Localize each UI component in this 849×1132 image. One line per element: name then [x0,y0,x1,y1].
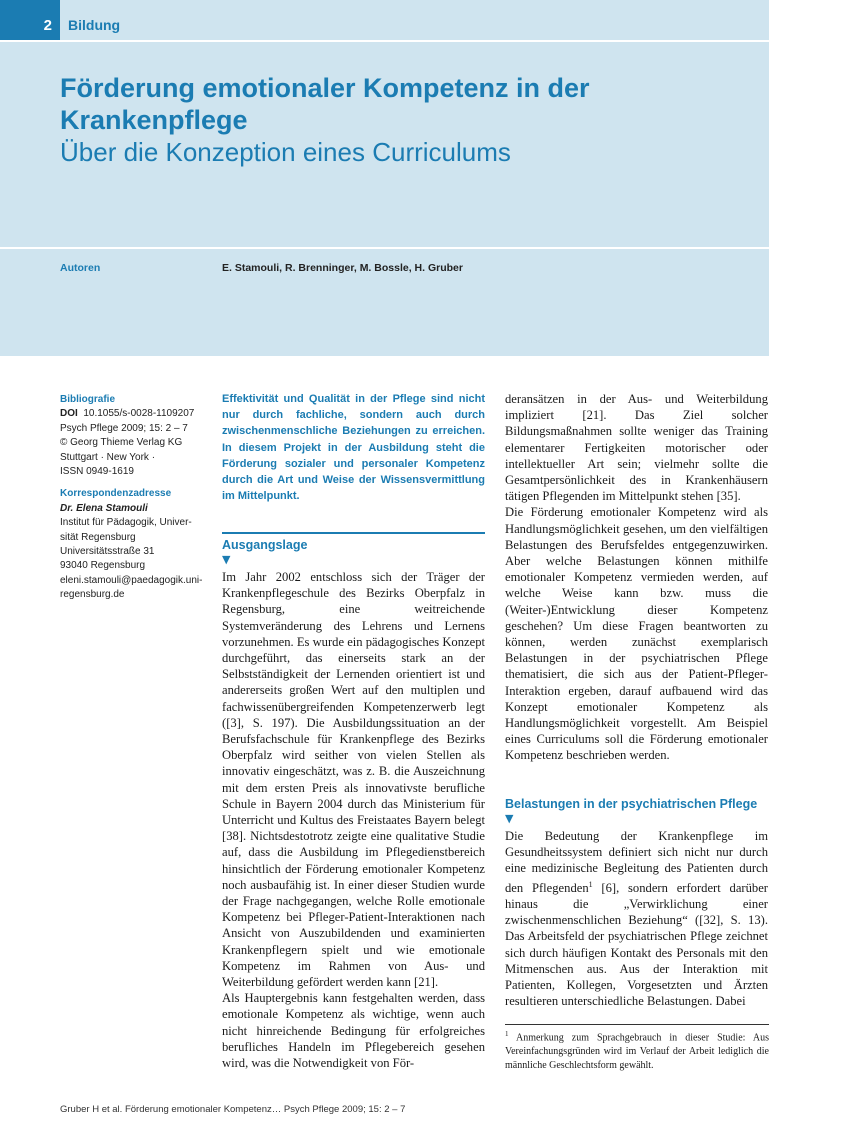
paragraph: deransätzen in der Aus- und Weiterbildung impliziert [21]. Das Ziel solcher Bildungsmaßnahmen sollte weniger das Training elementarer Fertigkeiten motorischer oder intellektueller Art sein; vielmehr sollte die Gesamtpersönlichkeit des in Krankenhäusern tätigen Pflegenden im Mittelpunkt stehen [35]. [505,392,768,504]
column-1-body [222,537,485,1071]
issn-line: ISSN 0949-1619 [60,466,134,478]
page-number: 2 [43,17,52,34]
footnote-rule [505,1024,769,1025]
corr-line: sität Regensburg [60,531,136,543]
corr-line: Universitätsstraße 31 [60,546,155,558]
doi-label: DOI [60,408,78,420]
biblio-heading: Bibliografie [60,394,116,405]
paragraph: Die Förderung emotionaler Kompetenz wird als Handlungsmöglichkeit gesehen, um den vielfältigen Belastungen des Berufsfeldes entgegenzuwirken. Aber welche Belastungen können mithilfe emotionaler Kompetenz vermieden werden, auf welche Weise kann bzw. muss die (Weiter-)Entwicklung dieser Kompetenz geschehen? Um diese Fragen beantworten zu können, werden zunächst exemplarisch Belastungen in der psychiatrischen Pflege thematisiert, die sich aus der Patient-Pfleger-Interaktion ergeben, darauf aufbauend wird das Konzept emotionaler Kompetenz als Handlungsmöglichkeit vorgestellt. Am Beispiel eines Curriculums soll die Förderung emotionaler Kompetenz beschrieben werden. [505,505,768,763]
corr-email-cont: regensburg.de [60,589,125,601]
journal-line: Psych Pflege 2009; 15: 2 – 7 [60,422,188,434]
corr-line: 93040 Regensburg [60,560,146,572]
section-label: Bildung [68,17,121,33]
article-title: Förderung emotionaler Kompetenz in der Krankenpflege [60,73,590,135]
paragraph-text: Die Bedeutung der Krankenpflege im Gesundheitssystem definiert sich nicht nur durch eine medizinische Begleitung des Patienten durch den Pflegenden [505,829,768,895]
publisher-line: © Georg Thieme Verlag KG [60,437,183,449]
paragraph: Im Jahr 2002 entschloss sich der Träger der Krankenpflegeschule des Bezirks Oberpfalz in Regensburg, eine weitreichende Systemveränderung des Lehrens und Lernens vorzunehmen. Es wurde ein pädagogisches Konzept durchgeführt, das einerseits stark an der Selbstständigkeit der Lernenden orientiert ist und andererseits großen Wert auf den multiplen und fachwissenübergreifenden Kompetenzerwerb legt ([3], S. 197). Die Ausbildungssituation an der Berufsfachschule für Krankenpflege des Bezirks Oberpfalz wird seither von vielen Stellen als innovativ eingeschätzt, was z. B. die Auszeichnung mit dem ersten Preis als innovativste berufliche Schule in Bayern 2004 durch das Ministerium für Unterricht und Kultus des Freistaates Bayern belegt [38]. Nichtsdestotrotz zeigte eine qualitative Studie auf, dass die Ausbildung im Pflegedienstbereich hinsichtlich der Förderung emotionaler Kompetenz noch ausbaufähig ist. In einer dieser Studien wurde der Frage nachgegangen, welche Rolle emotionale Kompetenz bei Pfleger-Patient-Interaktionen nach Ansicht von Auszubildenden und examinierten Krankenpflegern spielt und wie emotionale Kompetenz im Rahmen von Aus- und Weiterbildung gefördert werden kann [21]. [222,570,485,990]
footnote-text: Anmerkung zum Sprachgebrauch in dieser Studie: Aus Vereinfachungsgründen wird im Verlauf der Arbeit lediglich die männliche Geschlechtsform gewählt. [505,1032,770,1071]
authors-label: Autoren [60,262,101,274]
paragraph: Als Hauptergebnis kann festgehalten werden, dass emotionale Kompetenz als wichtige, wenn auch nicht hinreichende Bedingung für erfolgreiches berufliches Handeln im Pflegebereich gesehen wird, was die Notwendigkeit von För- [222,991,485,1071]
doi-line [60,407,210,421]
authors-names: E. Stamouli, R. Brenninger, M. Bossle, H. Gruber [222,262,463,274]
corr-heading: Korrespondenzadresse [60,488,172,500]
doi-value: 10.1055/s-0028-1109207 [83,408,195,420]
section-heading-ausgangslage: Ausgangslage [222,538,308,552]
corr-name: Dr. Elena Stamouli [60,502,148,514]
column-2-section [505,796,768,1009]
triangle-down-icon: ▼ [222,553,231,566]
column-1 [222,391,485,504]
page-number-box [0,0,60,40]
page-footer: Gruber H et al. Förderung emotionaler Kompetenz… Psych Pflege 2009; 15: 2 – 7 [60,1104,406,1115]
location-line: Stuttgart · New York · [60,451,156,463]
section-heading-belastungen: Belastungen in der psychiatrischen Pflege [505,797,758,811]
sidebar [60,393,210,603]
footnote-marker: 1 [505,1030,509,1038]
corr-email: eleni.stamouli@paedagogik.uni- [60,574,203,586]
corr-line: Institut für Pädagogik, Univer- [60,517,192,529]
footnote [505,1028,769,1072]
paragraph-text: [6], sondern erfordert darüber hinaus die „Verwirklichung einer zwischenmenschlichen Beziehung“ ([32], S. 13). Das Arbeitsfeld der psychiatrischen Pflege zeichnet sich durch häufigen Kontakt des Personals mit den Mitmenschen aus. Aus der Interaktion mit Patienten, Kollegen, Vorgesetzten und Ärzten resultieren unterschiedliche Belastungen. Dabei [505,880,768,1009]
column-2 [505,391,768,764]
paragraph [505,828,768,1009]
article-subtitle: Über die Konzeption eines Curriculums [60,137,511,167]
triangle-down-icon: ▼ [505,812,514,825]
abstract-lead: Effektivität und Qualität in der Pflege sind nicht nur durch fachliche, sondern auch durch zwischenmenschliche Beziehungen zu erreichen. In diesem Projekt in der Ausbildung steht die Förderung sozialer und personaler Kompetenz durch die Art und Weise der Wissensvermittlung im Mittelpunkt. [222,393,485,503]
footnote-ref: 1 [588,879,593,889]
section-rule [222,532,485,534]
